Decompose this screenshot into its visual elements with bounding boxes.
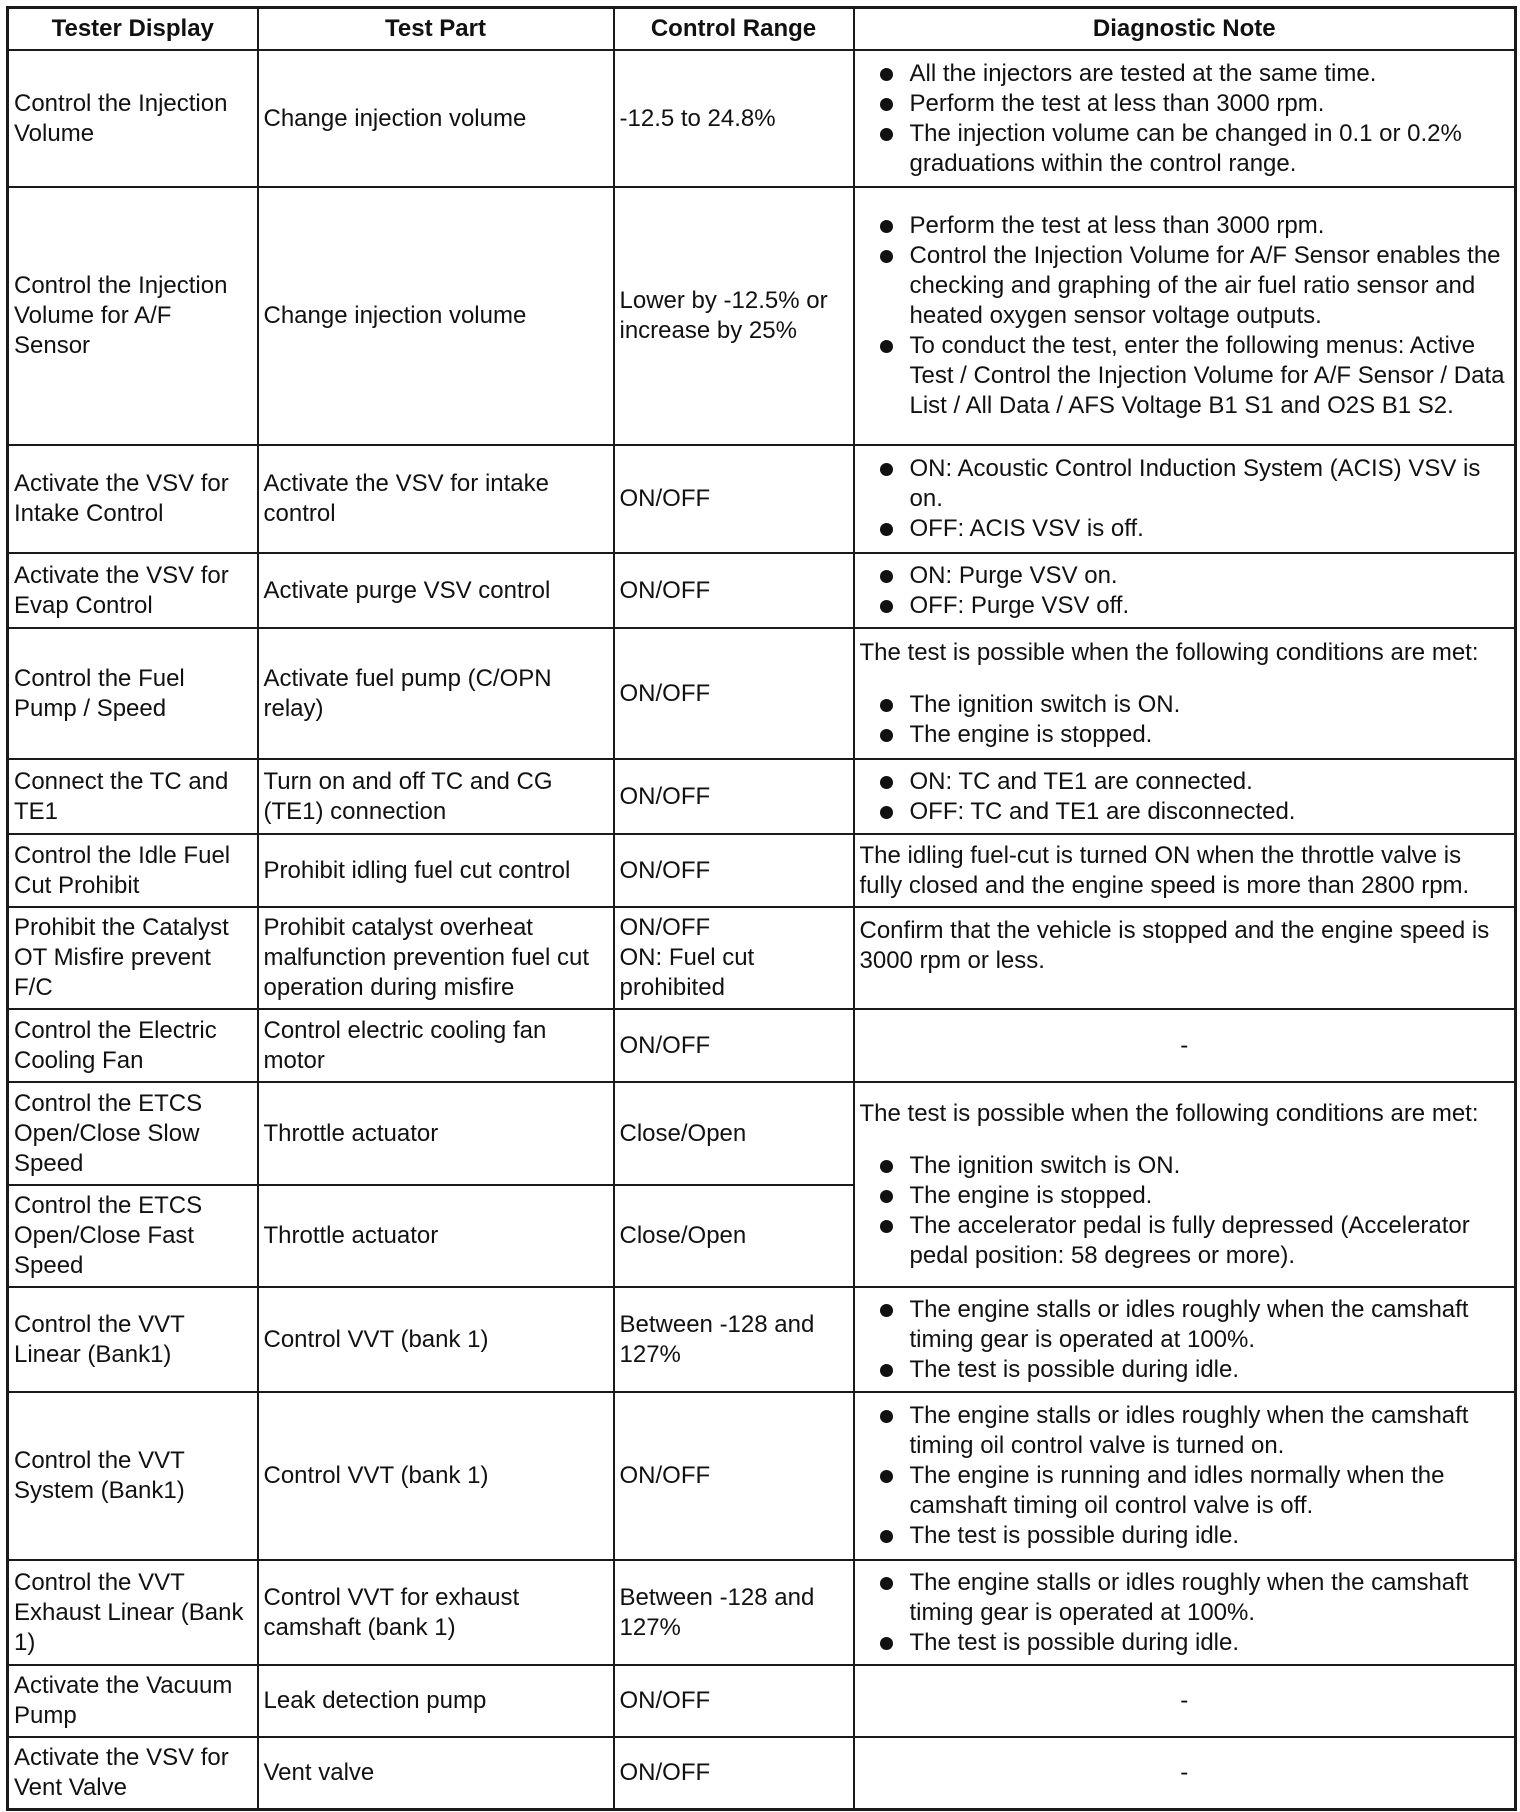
- table-row: [8, 50, 1516, 187]
- table-row: [8, 1560, 1516, 1665]
- test-part-cell: Prohibit idling fuel cut control: [258, 834, 614, 907]
- test-part-cell: Control electric cooling fan motor: [258, 1009, 614, 1082]
- note-item: To conduct the test, enter the following menus: Active Test / Control the Injection Volume for A/F Sensor / Data List / All Data / AFS Voltage B1 S1 and O2S B1 S2.: [860, 331, 1510, 421]
- note-item: The ignition switch is ON.: [860, 1151, 1510, 1181]
- control-range-cell: Between -128 and 127%: [614, 1287, 854, 1392]
- control-range-cell: ON/OFF: [614, 1737, 854, 1809]
- control-range-cell: ON/OFF: [614, 628, 854, 759]
- diagnostic-note-cell: [854, 1392, 1516, 1560]
- control-range-cell: ON/OFF: [614, 759, 854, 834]
- test-part-cell: Control VVT (bank 1): [258, 1392, 614, 1560]
- note-item: The engine stalls or idles roughly when the camshaft timing gear is operated at 100%.: [860, 1295, 1510, 1355]
- active-test-table: [6, 6, 1517, 1811]
- note-item: The ignition switch is ON.: [860, 690, 1510, 720]
- note-item: ON: Acoustic Control Induction System (ACIS) VSV is on.: [860, 454, 1510, 514]
- control-range-cell: Close/Open: [614, 1185, 854, 1287]
- note-item: The test is possible during idle.: [860, 1521, 1510, 1551]
- tester-display-cell: Activate the Vacuum Pump: [8, 1665, 258, 1737]
- tester-display-cell: Control the VVT System (Bank1): [8, 1392, 258, 1560]
- note-intro: The test is possible when the following conditions are met:: [859, 1099, 1479, 1127]
- control-range-cell: ON/OFF: [614, 1009, 854, 1082]
- diagnostic-note-cell: [854, 628, 1516, 759]
- note-item: The engine stalls or idles roughly when the camshaft timing oil control valve is turned on.: [860, 1401, 1510, 1461]
- diagnostic-note-cell: Confirm that the vehicle is stopped and the engine speed is 3000 rpm or less.: [854, 907, 1516, 1009]
- control-range-cell: ON/OFF: [614, 1665, 854, 1737]
- table-row: [8, 1737, 1516, 1809]
- control-range-cell: -12.5 to 24.8%: [614, 50, 854, 187]
- control-range-value: ON/OFF: [619, 914, 711, 941]
- note-list: [860, 1401, 1510, 1551]
- table-row: [8, 1082, 1516, 1185]
- note-list: [860, 454, 1510, 544]
- note-item: Perform the test at less than 3000 rpm.: [860, 89, 1510, 119]
- note-item: ON: Purge VSV on.: [860, 561, 1510, 591]
- note-item: All the injectors are tested at the same time.: [860, 59, 1510, 89]
- table-row: [8, 1009, 1516, 1082]
- note-list: [860, 1295, 1510, 1385]
- test-part-cell: Vent valve: [258, 1737, 614, 1809]
- note-item: Perform the test at less than 3000 rpm.: [860, 211, 1510, 241]
- note-item: OFF: TC and TE1 are disconnected.: [860, 797, 1510, 827]
- tester-display-cell: Control the ETCS Open/Close Slow Speed: [8, 1082, 258, 1185]
- control-range-cell: Lower by -12.5% or increase by 25%: [614, 187, 854, 445]
- test-part-cell: Activate purge VSV control: [258, 553, 614, 628]
- note-item: OFF: ACIS VSV is off.: [860, 514, 1510, 544]
- test-part-cell: Throttle actuator: [258, 1185, 614, 1287]
- table-row: [8, 553, 1516, 628]
- diagnostic-note-cell: [854, 759, 1516, 834]
- header-test-part: Test Part: [258, 8, 614, 51]
- table-row: [8, 1392, 1516, 1560]
- tester-display-cell: Control the Fuel Pump / Speed: [8, 628, 258, 759]
- diagnostic-note-cell: -: [854, 1009, 1516, 1082]
- tester-display-cell: Activate the VSV for Intake Control: [8, 445, 258, 553]
- tester-display-cell: Control the VVT Linear (Bank1): [8, 1287, 258, 1392]
- header-tester-display: Tester Display: [8, 8, 258, 51]
- tester-display-cell: Control the Injection Volume for A/F Sensor: [8, 187, 258, 445]
- diagnostic-note-cell: The idling fuel-cut is turned ON when the throttle valve is fully closed and the engine speed is more than 2800 rpm.: [854, 834, 1516, 907]
- control-range-cell: ON/OFF: [614, 1392, 854, 1560]
- tester-display-cell: Control the Injection Volume: [8, 50, 258, 187]
- control-range-cell: ON/OFF: [614, 553, 854, 628]
- test-part-cell: Change injection volume: [258, 50, 614, 187]
- note-item: The engine stalls or idles roughly when the camshaft timing gear is operated at 100%.: [860, 1568, 1510, 1628]
- test-part-cell: Control VVT for exhaust camshaft (bank 1): [258, 1560, 614, 1665]
- note-list: [860, 690, 1510, 750]
- diagnostic-note-cell: [854, 445, 1516, 553]
- control-range-cell: [614, 907, 854, 1009]
- tester-display-cell: Activate the VSV for Vent Valve: [8, 1737, 258, 1809]
- diagnostic-note-cell: [854, 1560, 1516, 1665]
- diagnostic-note-cell: [854, 553, 1516, 628]
- table-row: [8, 187, 1516, 445]
- table-row: [8, 834, 1516, 907]
- tester-display-cell: Control the VVT Exhaust Linear (Bank 1): [8, 1560, 258, 1665]
- note-item: OFF: Purge VSV off.: [860, 591, 1510, 621]
- note-list: [860, 211, 1510, 421]
- header-row: [8, 8, 1516, 51]
- tester-display-cell: Control the Idle Fuel Cut Prohibit: [8, 834, 258, 907]
- tester-display-cell: Prohibit the Catalyst OT Misfire prevent F/C: [8, 907, 258, 1009]
- control-range-cell: ON/OFF: [614, 445, 854, 553]
- control-range-cell: Between -128 and 127%: [614, 1560, 854, 1665]
- control-range-cell: Close/Open: [614, 1082, 854, 1185]
- tester-display-cell: Control the ETCS Open/Close Fast Speed: [8, 1185, 258, 1287]
- test-part-cell: Control VVT (bank 1): [258, 1287, 614, 1392]
- diagnostic-note-cell: [854, 187, 1516, 445]
- table-row: [8, 759, 1516, 834]
- tester-display-cell: Control the Electric Cooling Fan: [8, 1009, 258, 1082]
- note-list: [860, 561, 1510, 621]
- table-row: [8, 445, 1516, 553]
- diagnostic-note-cell: -: [854, 1665, 1516, 1737]
- test-part-cell: Turn on and off TC and CG (TE1) connection: [258, 759, 614, 834]
- note-item: Control the Injection Volume for A/F Sensor enables the checking and graphing of the air fuel ratio sensor and heated oxygen sensor voltage outputs.: [860, 241, 1510, 331]
- note-item: The engine is stopped.: [860, 720, 1510, 750]
- control-range-extra: ON: Fuel cut prohibited: [619, 944, 755, 1001]
- note-item: The injection volume can be changed in 0.1 or 0.2% graduations within the control range.: [860, 119, 1510, 179]
- header-control-range: Control Range: [614, 8, 854, 51]
- test-part-cell: Leak detection pump: [258, 1665, 614, 1737]
- test-part-cell: Throttle actuator: [258, 1082, 614, 1185]
- test-part-cell: Change injection volume: [258, 187, 614, 445]
- diagnostic-note-cell: [854, 1287, 1516, 1392]
- note-item: The test is possible during idle.: [860, 1355, 1510, 1385]
- note-list: [860, 1151, 1510, 1271]
- table-row: [8, 628, 1516, 759]
- tester-display-cell: Activate the VSV for Evap Control: [8, 553, 258, 628]
- control-range-cell: ON/OFF: [614, 834, 854, 907]
- note-list: [860, 767, 1510, 827]
- test-part-cell: Prohibit catalyst overheat malfunction prevention fuel cut operation during misfire: [258, 907, 614, 1009]
- table-row: [8, 1287, 1516, 1392]
- note-item: The accelerator pedal is fully depressed (Accelerator pedal position: 58 degrees or more).: [860, 1211, 1510, 1271]
- table-row: [8, 907, 1516, 1009]
- table-row: [8, 1665, 1516, 1737]
- tester-display-cell: Connect the TC and TE1: [8, 759, 258, 834]
- diagnostic-note-cell: [854, 1082, 1516, 1287]
- note-item: ON: TC and TE1 are connected.: [860, 767, 1510, 797]
- note-list: [860, 59, 1510, 179]
- note-item: The engine is running and idles normally when the camshaft timing oil control valve is off.: [860, 1461, 1510, 1521]
- diagnostic-note-cell: [854, 50, 1516, 187]
- test-part-cell: Activate the VSV for intake control: [258, 445, 614, 553]
- note-intro: The test is possible when the following conditions are met:: [859, 638, 1479, 666]
- note-item: The engine is stopped.: [860, 1181, 1510, 1211]
- note-item: The test is possible during idle.: [860, 1628, 1510, 1658]
- test-part-cell: Activate fuel pump (C/OPN relay): [258, 628, 614, 759]
- note-list: [860, 1568, 1510, 1658]
- diagnostic-note-cell: -: [854, 1737, 1516, 1809]
- header-diagnostic-note: Diagnostic Note: [854, 8, 1516, 51]
